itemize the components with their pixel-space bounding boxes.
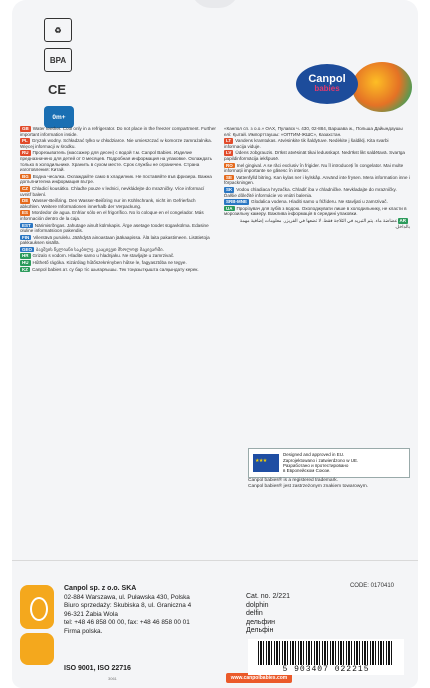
lang-section: SK Vodou chladiaca hryzačka. Chladiť iba v chladničke. Nevkladajte do mrazničky. Ďalšie dôležité informácie vo vnútri balenia.: [224, 186, 397, 198]
lang-section: KZ Canpol babies ат. су бар тіс шығарғышы. Тек тоңазытқышта салқындату керек.: [22, 266, 199, 272]
lang-section: LV Ūdens zobgrauzis. Drīkst atvēsināt tikai ledusskapī. Nedrīkst likt saldētavā. Svarīga papildinformācija iekšpusē.: [224, 150, 405, 161]
eu-line: Zaprojektowano i zatwierdzono w UE.: [283, 457, 359, 463]
lang-section: «Канпол сп. з о.о.» ОАХ, Пулавск ч. 430, 02-884, Варшава ж., Польша Дайындаушы елі: Қытай. Импорттаушы: «ОПТИМ-ЖШС», Казахстан.: [224, 126, 403, 137]
lang-section: ES Mordedor de agua. Enfriar sólo en el frigorífico. No lo coloque en el congelador. Más información dentro de la caja.: [20, 210, 204, 221]
eu-flag-icon: [253, 454, 279, 472]
lang-section: PL Gryzak wodny. Schładzać tylko w chłodziarce. Nie umieszczać w komorze zamrażalnika. Więcej informacji w środku.: [20, 138, 212, 149]
certification-icons: [44, 18, 74, 128]
lang-section: HR Grizalo s vodom. Hladite samo u hladnjaku. Ne stavljajte u zamrzivač.: [22, 253, 175, 259]
lang-section: BG Водна чесалка. Охлаждайте само в хладилник. Не поставяйте във фризера. Важна допълнителна информация вътре.: [20, 173, 212, 185]
ce-mark-icon: CE: [47, 81, 67, 97]
barcode-number: 5 903407 022215: [282, 665, 370, 674]
lang-section: RU Прорезыватель (массажер для десен) с водой т.м. Canpol Babies. Изделие предназначено для детей от 0 месяцев. Подробная информация на упаковке. Охлаждать только в холодильнике. Хранить в сухом месте. Срок службы не ограничен. Страна изготовления: Китай.: [20, 150, 212, 173]
packaging-card: [12, 0, 418, 688]
product-image: [352, 62, 412, 112]
lang-section: UA Прорізувач для зубів з водою. Охолоджувати лише в холодильнику, не класти в морозильну камеру. Важлива інформація в середині упаковки.: [224, 205, 407, 217]
instructions-left-column: [20, 126, 216, 273]
brand-name: Canpol: [308, 73, 346, 85]
product-code: CODE: 0170410: [349, 583, 394, 589]
lang-section: SRB-MNE Glodalica vodena. Hladiti samo u frižideru. Ne stavljati u zamrzivač.: [226, 199, 388, 205]
website-badge: www.canpolbabies.com: [226, 673, 292, 683]
bottom-panel: [12, 560, 418, 688]
eu-approval-box: [248, 448, 410, 478]
lang-section: SE Vattenfylld bitring. Kan kylas ner i kylskåp. Använd inte frysen. Mera information inne i förpackningen.: [224, 174, 410, 186]
instructions-right-column: [224, 126, 410, 230]
age-badge-icon: 0m+: [44, 106, 74, 128]
lang-section: GB Water teether. Cool only in a refrigerator. Do not place in the freezer compartment. Further important information inside.: [20, 126, 216, 137]
company-address: Canpol sp. z o.o. SKA 02-884 Warszawa, ul. Puławska 430, Polska Biuro sprzedaży: Skubiska 8, ul. Graniczna 4 96-321 Żabia Wola tel: +48 46 858 00 00, fax: +48 46 858 00 01 Firma polska.: [64, 585, 192, 635]
lang-section: LT Vandens kramtukas. Atvėsinkite tik šaldytuve. Nedėkite į šaldiklį. Kita svarbi informacija viduje.: [224, 138, 389, 149]
polish-company-icon: [20, 633, 54, 665]
barcode: [248, 639, 404, 675]
lang-section: RO Inel gingival. A se răci exclusiv în frigider. Nu îl introduceți în congelator. Mai multe informații importante se găsesc în interior.: [224, 162, 404, 174]
lang-section: HU Hűthető rágóka. Kizárólag hűtőszekrényben hűtse le, fagyasztóba ne tegye.: [22, 260, 187, 266]
barcode-bars: [258, 641, 394, 665]
recycling-icon: ♻: [44, 18, 72, 42]
lang-section: EST Närimisrõngas. Jahutage ainult külmkapis. Ärge asetage toodet sügavkülma. Edasine oluline informatsioon pakendis.: [20, 222, 209, 234]
lang-section: DE Wasser-Beißring. Den Wasser-Beißring nur im Kühlschrank, nicht im Gefrierfach abkühlen. Weitere Informationen innerhalb der Verpackung.: [20, 198, 196, 209]
footer-code: 3061: [108, 676, 117, 681]
eu-line: Designed and approved in EU.: [283, 452, 345, 458]
company-name: Canpol sp. z o.o. SKA: [64, 585, 137, 592]
bpa-free-icon: BPA: [44, 48, 72, 72]
trademark-note: Canpol babies® is a registered trademark. Canpol babies® jest zastrzeżonym znakiem towarowym.: [248, 478, 369, 489]
product-info: Cat. no. 2/221 dolphin delfin дельфин Дельфін: [246, 593, 290, 635]
hang-hole: [191, 0, 239, 8]
company-logo-icon: [20, 585, 54, 629]
brand-sub: babies: [314, 84, 340, 93]
iso-certification: ISO 9001, ISO 22716: [64, 665, 131, 672]
lang-section: FIN Vilentävä purulelu. Jäähdytä ainoastaan jääkaapissa. Älä laita pakastimeen. Lisätietoja pakkauksen sisällä.: [20, 234, 210, 246]
lang-section: GEO ბავშვის წყლიანი საკბილე. გააცივეთ მხოლოდ მაცივარში.: [22, 246, 164, 252]
brand-logo: [296, 64, 358, 104]
lang-section: CZ Chladicí kousátko. Chlaďte pouze v lednici, nevkládejte do mrazničky. Více informací uvnitř balení.: [20, 185, 205, 197]
eu-line: в Европейском Союзе.: [283, 468, 331, 474]
lang-section: ARعضاضة ماء. يتم التبريد في الثلاجة فقط. لا تضعها في الفريزر. معلومات إضافية مهمة بالداخل.: [239, 217, 410, 229]
eu-line: Разработано и протестировано: [283, 463, 349, 468]
